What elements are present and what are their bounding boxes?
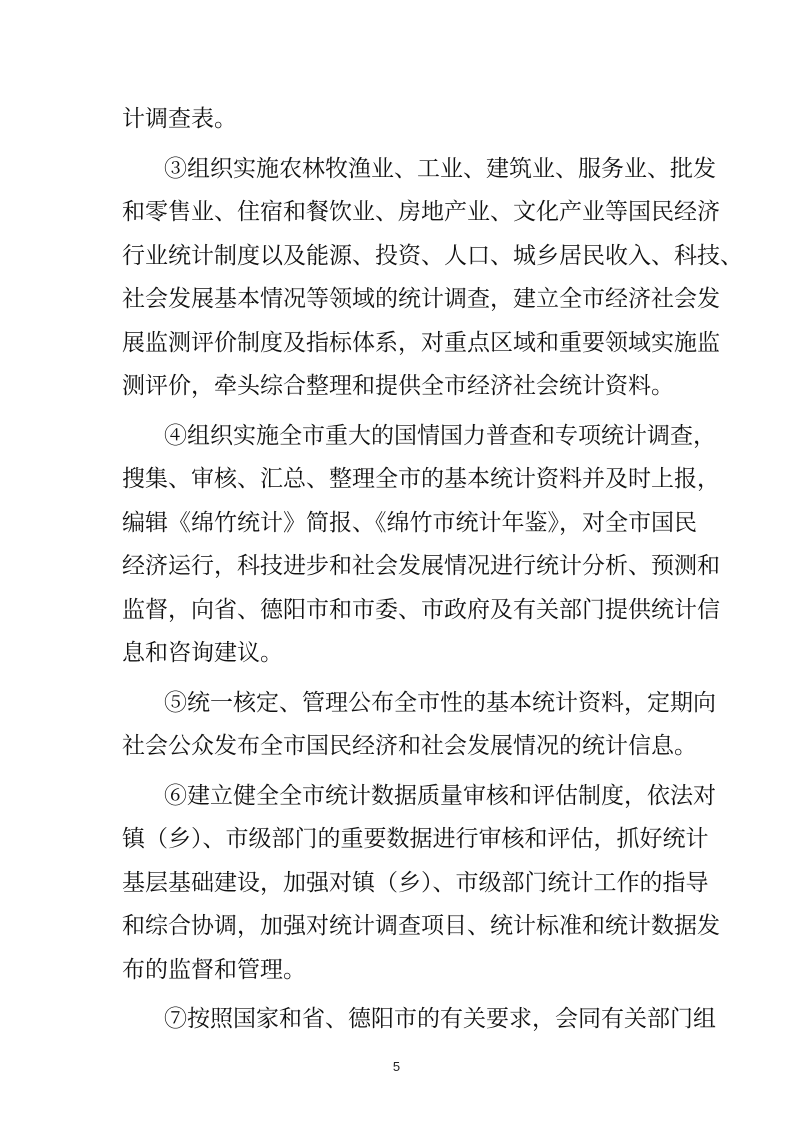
paragraph-line: 和综合协调，加强对统计调查项目、统计标准和统计数据发 [122, 913, 720, 939]
paragraph-line: 社会公众发布全市国民经济和社会发展情况的统计信息。 [122, 733, 697, 759]
paragraph-line: 行业统计制度以及能源、投资、人口、城乡居民收入、科技、 [122, 243, 743, 269]
paragraph-line: 社会发展基本情况等领域的统计调查，建立全市经济社会发 [122, 286, 720, 312]
paragraph-line: 编辑《绵竹统计》简报、《绵竹市统计年鉴》，对全市国民 [122, 510, 697, 536]
paragraph-line: 镇（乡）、市级部门的重要数据进行审核和评估，抓好统计 [122, 826, 709, 852]
paragraph-line: 经济运行，科技进步和社会发展情况进行统计分析、预测和 [122, 553, 720, 579]
paragraph-line: ⑤统一核定、管理公布全市性的基本统计资料，定期向 [164, 690, 716, 716]
paragraph-line: ⑥建立健全全市统计数据质量审核和评估制度，依法对 [164, 783, 716, 809]
paragraph-line: 监督，向省、德阳市和市委、市政府及有关部门提供统计信 [122, 597, 720, 623]
paragraph-line: 测评价，牵头综合整理和提供全市经济社会统计资料。 [122, 373, 674, 399]
paragraph-line: 计调查表。 [122, 106, 237, 132]
paragraph-line: ⑦按照国家和省、德阳市的有关要求，会同有关部门组 [164, 1006, 716, 1032]
paragraph-line: 息和咨询建议。 [122, 640, 283, 666]
paragraph-line: 布的监督和管理。 [122, 957, 306, 983]
paragraph-line: ④组织实施全市重大的国情国力普查和专项统计调查， [164, 423, 716, 449]
paragraph-line: 和零售业、住宿和餐饮业、房地产业、文化产业等国民经济 [122, 199, 720, 225]
paragraph-line: 展监测评价制度及指标体系，对重点区域和重要领域实施监 [122, 330, 720, 356]
paragraph-line: ③组织实施农林牧渔业、工业、建筑业、服务业、批发 [164, 156, 716, 182]
page-number: 5 [392, 1059, 401, 1074]
paragraph-line: 搜集、审核、汇总、整理全市的基本统计资料并及时上报， [122, 466, 720, 492]
paragraph-line: 基层基础建设，加强对镇（乡）、市级部门统计工作的指导 [122, 870, 709, 896]
